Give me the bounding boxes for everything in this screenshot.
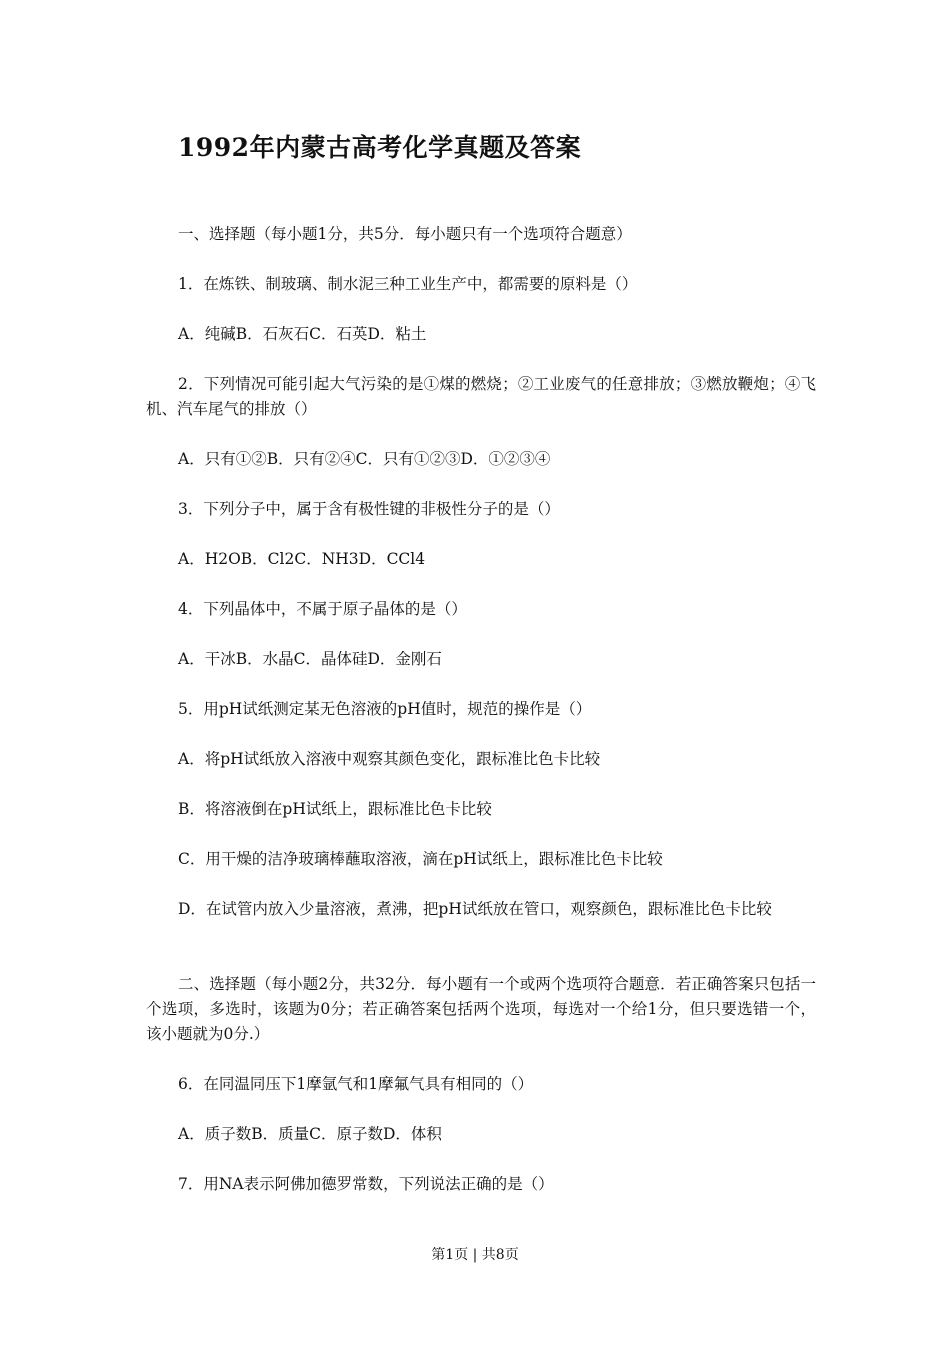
question-1-options: A．纯碱B．石灰石C．石英D．粘土 (178, 325, 427, 343)
question-4-options: A．干冰B．水晶C．晶体硅D．金刚石 (178, 650, 442, 668)
question-3-options: A．H2OB．Cl2C．NH3D．CCl4 (178, 550, 426, 568)
question-1: 1．在炼铁、制玻璃、制水泥三种工业生产中，都需要的原料是（） (178, 275, 638, 293)
question-5-option-d: D．在试管内放入少量溶液，煮沸，把pH试纸放在管口，观察颜色，跟标准比色卡比较 (178, 900, 772, 918)
question-5-option-b: B．将溶液倒在pH试纸上，跟标准比色卡比较 (178, 800, 492, 818)
page-title: 1992年内蒙古高考化学真题及答案 (178, 133, 582, 162)
page-footer: 第1页 | 共8页 (431, 1247, 519, 1263)
question-2: 2．下列情况可能引起大气污染的是①煤的燃烧；②工业废气的任意排放；③燃放鞭炮；④飞机、汽车尾气的排放（） (146, 375, 816, 418)
question-5-option-c: C．用干燥的洁净玻璃棒蘸取溶液，滴在pH试纸上，跟标准比色卡比较 (178, 850, 663, 868)
question-6-options: A．质子数B．质量C．原子数D．体积 (178, 1125, 442, 1143)
section-heading-1: 一、选择题（每小题1分，共5分．每小题只有一个选项符合题意） (178, 225, 632, 243)
question-7: 7．用NA表示阿佛加德罗常数，下列说法正确的是（） (178, 1175, 554, 1193)
section-heading-2: 二、选择题（每小题2分，共32分．每小题有一个或两个选项符合题意．若正确答案只包括一个选项，多选时，该题为0分；若正确答案包括两个选项，每选对一个给1分，但只要选错一个，该小题就为0分.） (146, 975, 816, 1043)
question-5-option-a: A．将pH试纸放入溶液中观察其颜色变化，跟标准比色卡比较 (178, 750, 601, 768)
question-6: 6．在同温同压下1摩氩气和1摩氟气具有相同的（） (178, 1075, 534, 1093)
question-4: 4．下列晶体中，不属于原子晶体的是（） (178, 600, 467, 618)
question-5: 5．用pH试纸测定某无色溶液的pH值时，规范的操作是（） (178, 700, 592, 718)
question-3: 3．下列分子中，属于含有极性键的非极性分子的是（） (178, 500, 560, 518)
question-2-options: A．只有①②B．只有②④C．只有①②③D．①②③④ (178, 450, 551, 468)
